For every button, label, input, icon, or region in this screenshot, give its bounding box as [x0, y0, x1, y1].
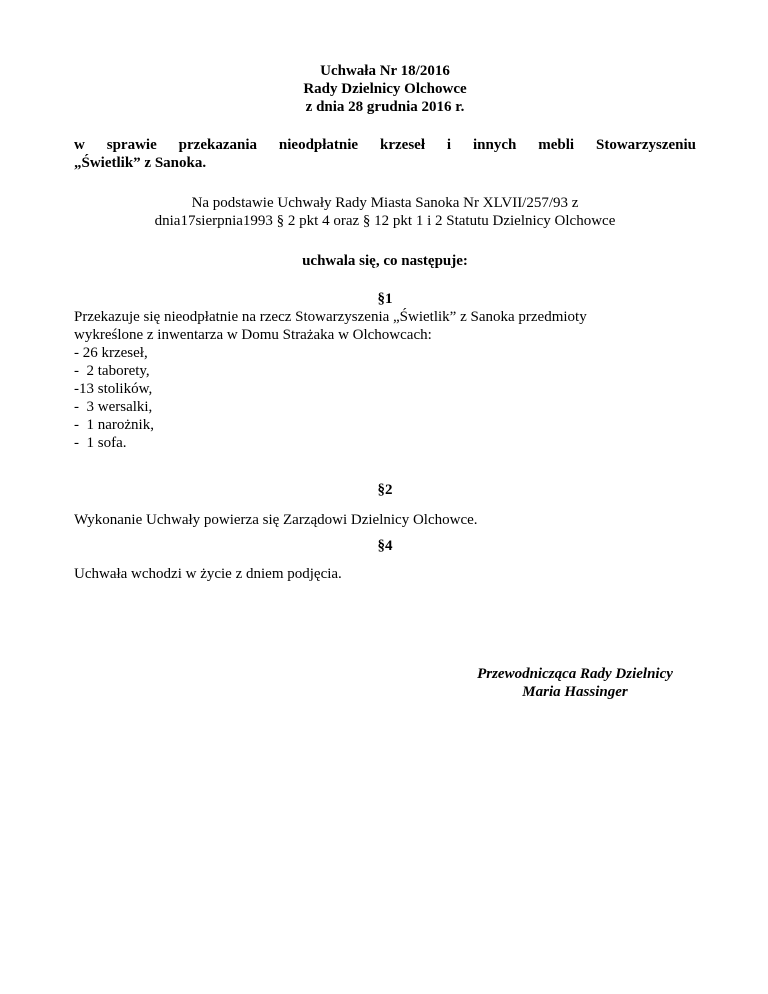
- section-4-text: Uchwała wchodzi w życie z dniem podjęcia.: [74, 566, 342, 582]
- legal-basis: [74, 194, 696, 230]
- section-2-title: §2: [377, 482, 393, 498]
- list-item: - 2 taborety,: [74, 363, 150, 379]
- legal-basis-line-1: Na podstawie Uchwały Rady Miasta Sanoka Nr XLVII/257/93 z: [191, 195, 579, 211]
- resolution-header: [74, 62, 696, 116]
- section-1-body: [74, 308, 696, 452]
- section-2-text: Wykonanie Uchwały powierza się Zarządowi Dzielnicy Olchowce.: [74, 512, 478, 528]
- resolution-number: Uchwała Nr 18/2016: [320, 63, 450, 79]
- legal-basis-line-2: dnia17sierpnia1993 § 2 pkt 4 oraz § 12 pkt 1 i 2 Statutu Dzielnicy Olchowce: [154, 213, 616, 229]
- list-item: - 26 krzeseł,: [74, 345, 148, 361]
- section-1-intro-line-2: wykreślone z inwentarza w Domu Strażaka w Olchowcach:: [74, 327, 432, 343]
- section-4-title: §4: [377, 538, 393, 554]
- section-2-body: [74, 511, 696, 529]
- section-1-intro-line-1: Przekazuje się nieodpłatnie na rzecz Stowarzyszenia „Świetlik” z Sanoka przedmioty: [74, 309, 587, 325]
- resolution-date: z dnia 28 grudnia 2016 r.: [305, 99, 465, 115]
- section-1-title: §1: [377, 291, 393, 307]
- council-name: Rady Dzielnicy Olchowce: [303, 81, 467, 97]
- subject-line-2: „Świetlik” z Sanoka.: [74, 155, 207, 171]
- list-item: -13 stolików,: [74, 381, 153, 397]
- signature-role: Przewodnicząca Rady Dzielnicy: [477, 666, 673, 682]
- resolution-subject: [74, 136, 696, 172]
- list-item: - 3 wersalki,: [74, 399, 153, 415]
- list-item: - 1 sofa.: [74, 435, 127, 451]
- signature-name: Maria Hassinger: [522, 684, 628, 700]
- list-item: - 1 narożnik,: [74, 417, 154, 433]
- resolves-heading: uchwala się, co następuje:: [302, 253, 468, 269]
- section-4-body: [74, 565, 696, 583]
- signature-block: [444, 665, 706, 701]
- subject-line-1: w sprawie przekazania nieodpłatnie krzeseł i innych mebli Stowarzyszeniu: [74, 137, 696, 153]
- document-page: [74, 0, 696, 994]
